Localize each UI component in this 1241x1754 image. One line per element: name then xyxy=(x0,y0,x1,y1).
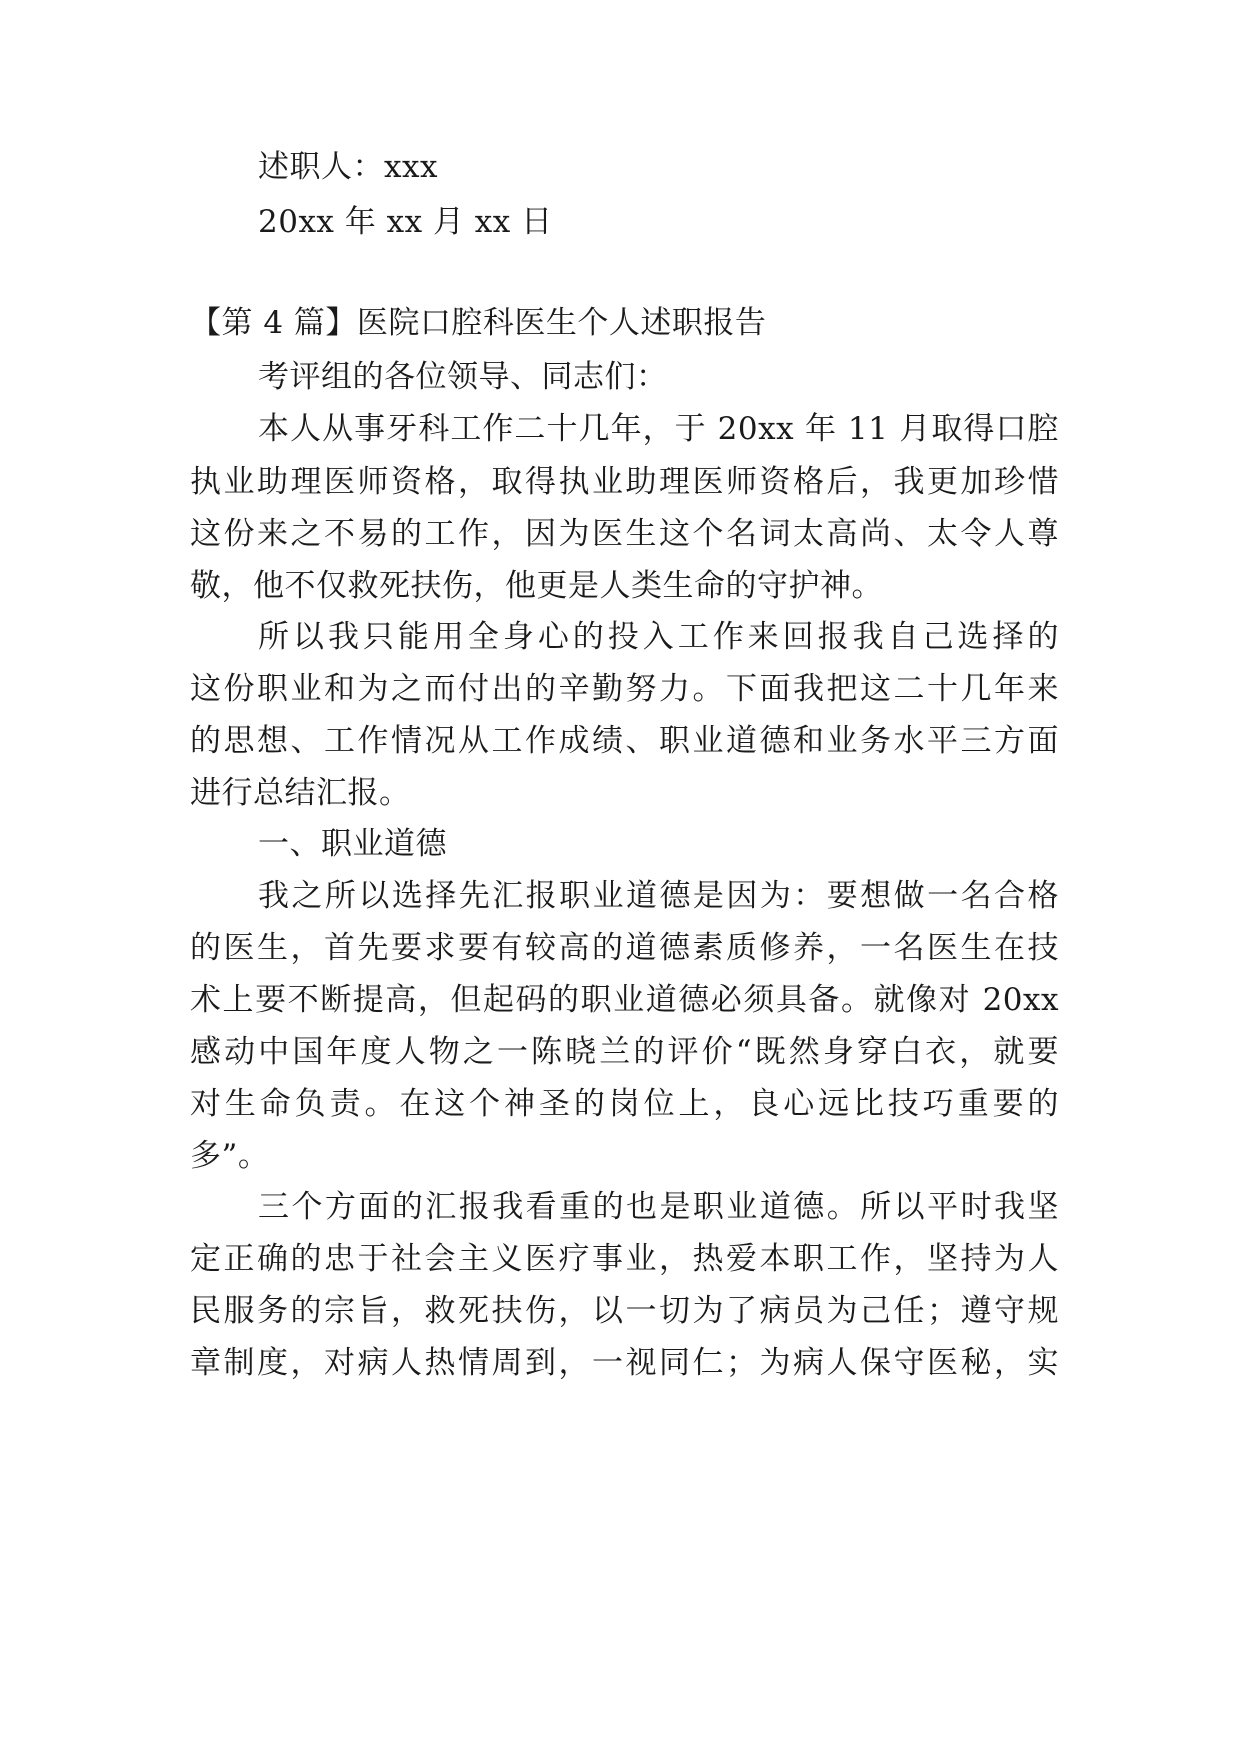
paragraph-line: 对生命负责。在这个神圣的岗位上，良心远比技巧重要的 xyxy=(190,1086,1059,1122)
paragraph-line: 所以我只能用全身心的投入工作来回报我自己选择的 xyxy=(258,619,1059,655)
paragraph-line: 多”。 xyxy=(190,1138,270,1174)
article-title: 【第 4 篇】医院口腔科医生个人述职报告 xyxy=(190,305,767,341)
paragraph-line: 三个方面的汇报我看重的也是职业道德。所以平时我坚 xyxy=(258,1189,1059,1225)
paragraph-line: 这份来之不易的工作，因为医生这个名词太高尚、太令人尊 xyxy=(190,516,1059,552)
paragraph-line: 的医生，首先要求要有较高的道德素质修养，一名医生在技 xyxy=(190,930,1059,966)
section-heading: 一、职业道德 xyxy=(258,826,447,862)
paragraph-line: 敬，他不仅救死扶伤，他更是人类生命的守护神。 xyxy=(190,568,883,604)
paragraph-line: 章制度，对病人热情周到，一视同仁；为病人保守医秘，实 xyxy=(190,1345,1059,1381)
paragraph-line: 本人从事牙科工作二十几年，于 20xx 年 11 月取得口腔 xyxy=(258,411,1059,447)
paragraph-line: 这份职业和为之而付出的辛勤努力。下面我把这二十几年来 xyxy=(190,671,1059,707)
paragraph-line: 进行总结汇报。 xyxy=(190,775,411,811)
paragraph-line: 感动中国年度人物之一陈晓兰的评价“既然身穿白衣，就要 xyxy=(190,1034,1059,1070)
date-line: 20xx 年 xx 月 xx 日 xyxy=(258,204,553,240)
paragraph-line: 术上要不断提高，但起码的职业道德必须具备。就像对 20xx xyxy=(190,982,1059,1018)
paragraph-line: 我之所以选择先汇报职业道德是因为：要想做一名合格 xyxy=(258,878,1059,914)
paragraph-line: 执业助理医师资格，取得执业助理医师资格后，我更加珍惜 xyxy=(190,464,1059,500)
paragraph-line: 的思想、工作情况从工作成绩、职业道德和业务水平三方面 xyxy=(190,723,1059,759)
paragraph-line: 民服务的宗旨，救死扶伤，以一切为了病员为己任；遵守规 xyxy=(190,1293,1059,1329)
author-line: 述职人：xxx xyxy=(258,149,438,185)
salutation: 考评组的各位领导、同志们： xyxy=(258,359,668,395)
paragraph-line: 定正确的忠于社会主义医疗事业，热爱本职工作，坚持为人 xyxy=(190,1241,1059,1277)
